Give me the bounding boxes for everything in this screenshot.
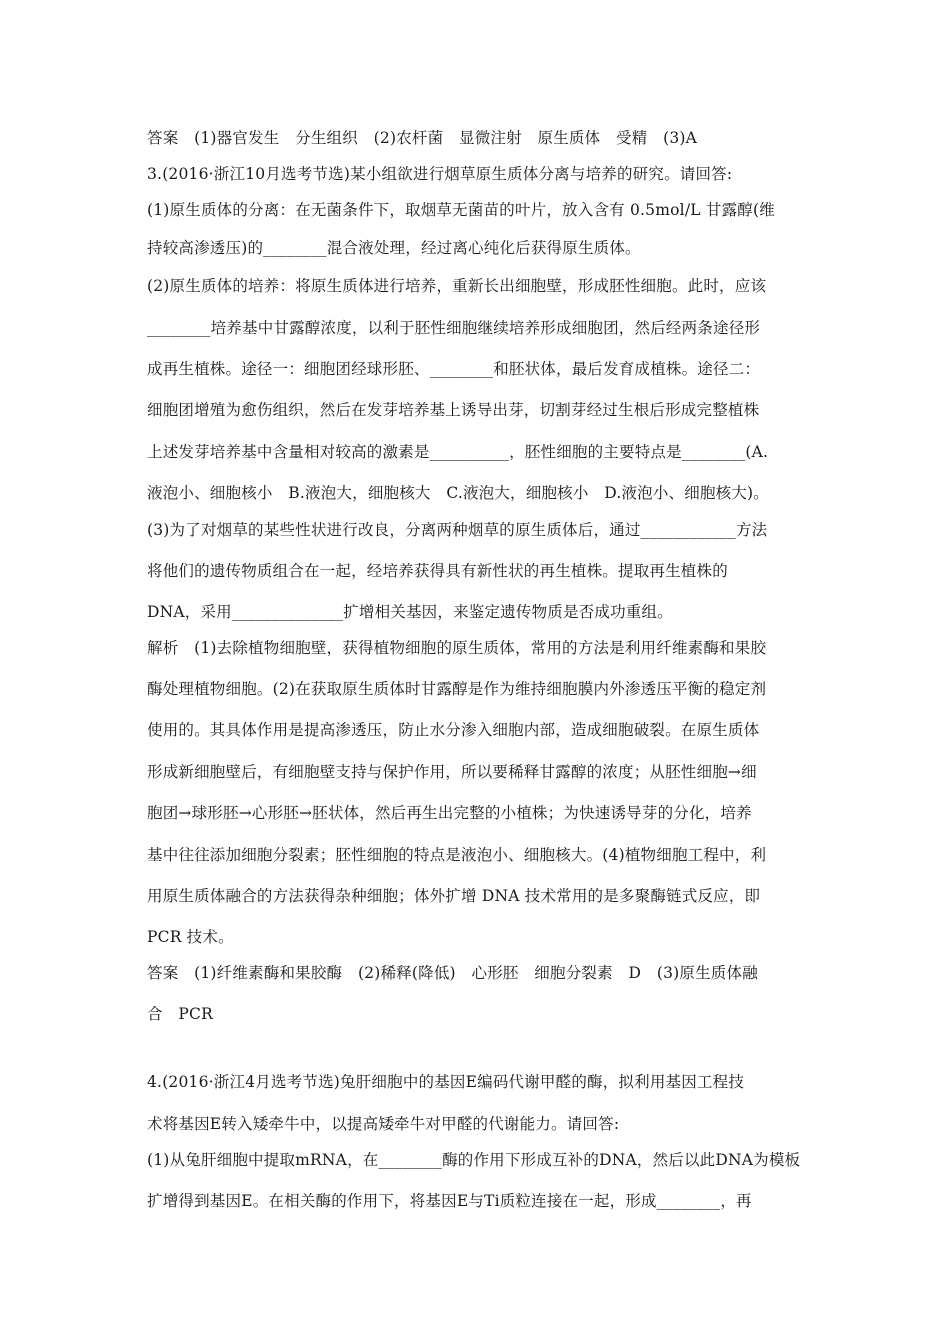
question-4-stem-line1: 4.(2016·浙江4月选考节选)兔肝细胞中的基因E编码代谢甲醛的酶，拟利用基因工程技 [147,1073,745,1091]
answer-line-q3-2: 合 PCR [147,1005,213,1023]
analysis-line8: PCR 技术。 [147,928,234,946]
analysis-line7: 用原生质体融合的方法获得杂种细胞；体外扩增 DNA 技术常用的是多聚酶链式反应，即 [147,887,761,905]
analysis-line6: 基中往往添加细胞分裂素；胚性细胞的特点是液泡小、细胞核大。(4)植物细胞工程中，利 [147,846,767,864]
analysis-line2: 酶处理植物细胞。(2)在获取原生质体时甘露醇是作为维持细胞膜内外渗透压平衡的稳定剂 [147,680,767,698]
question-3-part1-line2: 持较高渗透压)的________混合液处理，经过离心纯化后获得原生质体。 [147,239,641,257]
question-3-part3-line3: DNA，采用______________扩增相关基因，来鉴定遗传物质是否成功重组。 [147,603,673,621]
analysis-line3: 使用的。其具体作用是提高渗透压，防止水分渗入细胞内部，造成细胞破裂。在原生质体 [147,721,760,739]
question-4-stem-line2: 术将基因E转入矮牵牛中，以提高矮牵牛对甲醛的代谢能力。请回答: [147,1115,620,1133]
analysis-line5: 胞团→球形胚→心形胚→胚状体，然后再生出完整的小植株；为快速诱导芽的分化，培养 [147,804,752,822]
question-3-part2-line2: ________培养基中甘露醇浓度，以利于胚性细胞继续培养形成细胞团，然后经两条途径形 [147,319,761,337]
question-3-stem: 3.(2016·浙江10月选考节选)某小组欲进行烟草原生质体分离与培养的研究。请回答: [147,165,733,183]
question-4-part1-line2: 扩增得到基因E。在相关酶的作用下，将基因E与Ti质粒连接在一起，形成________，再 [147,1192,752,1210]
question-3-part2-line5: 上述发芽培养基中含量相对较高的激素是__________，胚性细胞的主要特点是________(A. [147,443,769,461]
analysis-line1: 解析 (1)去除植物细胞壁，获得植物细胞的原生质体，常用的方法是利用纤维素酶和果胶 [147,639,767,657]
question-3-part3-line2: 将他们的遗传物质组合在一起，经培养获得具有新性状的再生植株。提取再生植株的 [147,562,728,580]
question-3-part2-line4: 细胞团增殖为愈伤组织，然后在发芽培养基上诱导出芽，切割芽经过生根后形成完整植株 [147,401,760,419]
answer-line-q3-1: 答案 (1)纤维素酶和果胶酶 (2)稀释(降低) 心形胚 细胞分裂素 D (3)原生质体融 [147,964,758,982]
analysis-line4: 形成新细胞壁后，有细胞壁支持与保护作用，所以要稀释甘露醇的浓度；从胚性细胞→细 [147,763,757,781]
question-3-part2-line1: (2)原生质体的培养：将原生质体进行培养，重新长出细胞壁，形成胚性细胞。此时，应该 [147,277,767,295]
question-4-part1-line1: (1)从兔肝细胞中提取mRNA，在________酶的作用下形成互补的DNA，然后以此DNA为模板 [147,1151,801,1169]
question-3-part2-line3: 成再生植株。途径一：细胞团经球形胚、________和胚状体，最后发育成植株。途径二： [147,360,761,378]
question-3-part2-line6: 液泡小、细胞核小 B.液泡大，细胞核大 C.液泡大，细胞核小 D.液泡小、细胞核大)。 [147,484,770,502]
question-3-part3-line1: (3)为了对烟草的某些性状进行改良，分离两种烟草的原生质体后，通过____________方法 [147,521,768,539]
answer-line-q2: 答案 (1)器官发生 分生组织 (2)农杆菌 显微注射 原生质体 受精 (3)A [147,129,698,147]
question-3-part1-line1: (1)原生质体的分离：在无菌条件下，取烟草无菌苗的叶片，放入含有 0.5mol/L 甘露醇(维 [147,201,775,219]
